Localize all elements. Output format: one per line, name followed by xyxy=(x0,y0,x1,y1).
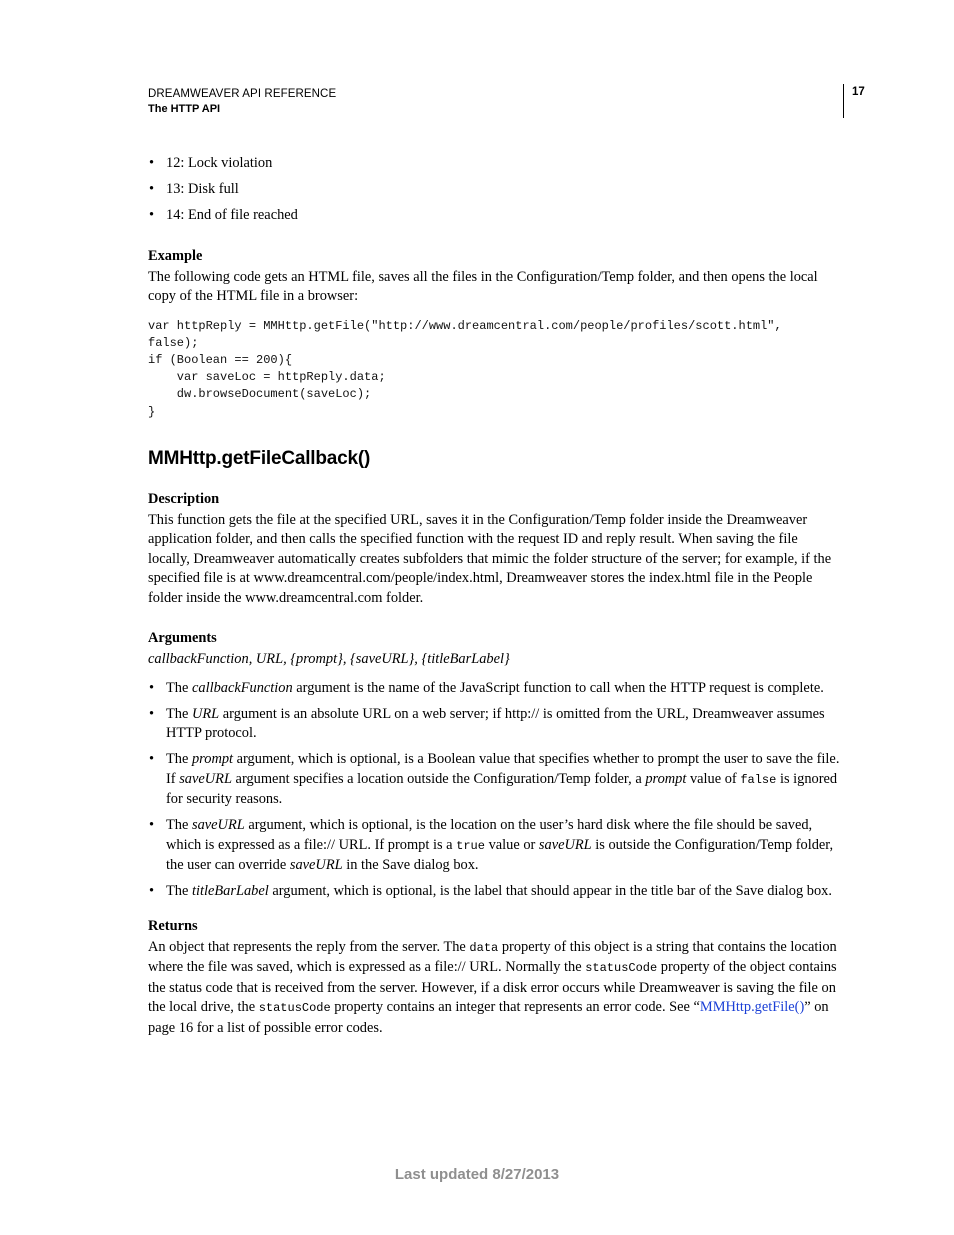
bullet-icon: • xyxy=(149,679,155,696)
document-title: DREAMWEAVER API REFERENCE xyxy=(148,88,337,100)
code-line: var saveLoc = httpReply.data; xyxy=(148,370,386,385)
page-number: 17 xyxy=(852,86,865,98)
code-line: var httpReply = MMHttp.getFile("http://www.dreamcentral.com/people/profiles/scott.html", xyxy=(148,318,782,333)
function-title: MMHttp.getFileCallback() xyxy=(148,447,371,469)
arguments-list xyxy=(148,679,843,902)
list-item: • 12: Lock violation xyxy=(148,154,843,174)
code-line: } xyxy=(148,404,156,419)
code-line: dw.browseDocument(saveLoc); xyxy=(148,387,372,402)
list-item: • The callbackFunction argument is the name of the JavaScript function to call when the HTTP request is complete. xyxy=(148,679,843,699)
code-block xyxy=(148,318,843,421)
bullet-icon: • xyxy=(149,817,155,834)
error-code-list xyxy=(148,154,843,226)
inline-code: statusCode xyxy=(585,961,658,976)
example-text: The following code gets an HTML file, saves all the files in the Configuration/Temp folder, and then opens the local copy of the HTML file in a browser: xyxy=(148,268,818,304)
bullet-icon: • xyxy=(149,883,155,900)
list-item: • The URL argument is an absolute URL on a web server; if http:// is omitted from the URL, Dreamweaver assumes HTTP protocol. xyxy=(149,705,825,742)
page-header xyxy=(148,87,336,116)
last-updated-footer: Last updated 8/27/2013 xyxy=(394,1166,560,1183)
inline-code: data xyxy=(469,940,499,955)
example-heading: Example xyxy=(148,247,203,264)
bullet-icon: • xyxy=(149,207,155,223)
getfile-link[interactable]: MMHttp.getFile() xyxy=(699,999,805,1016)
returns-text: An object that represents the reply from the server. The data property of this object is a string that contains the location where the file was saved, which is expressed as a file:// URL. Normally the statusCode property of the object contains the status code that is received from the server. However, if a disk error occurs while Dreamweaver is saving the file on the local drive, the statusCode property contains an integer that represents an error code. See “MMHttp.getFile()” on page 16 for a list of possible error codes. xyxy=(148,938,837,1036)
arguments-signature: callbackFunction, URL, {prompt}, {saveURL}, {titleBarLabel} xyxy=(148,651,510,668)
header-divider xyxy=(843,84,844,118)
arguments-heading: Arguments xyxy=(148,630,217,647)
bullet-icon: • xyxy=(149,751,155,768)
description-heading: Description xyxy=(148,490,220,507)
description-text: This function gets the file at the specified URL, saves it in the Configuration/Temp folder inside the Dreamweaver application folder, and then calls the specified function with the request ID and reply result. When saving the file locally, Dreamweaver automatically creates subfolders that mimic the folder structure of the server; for example, if the specified file is at www.dreamcentral.com/people/index.html, Dreamweaver stores the index.html file in the People folder inside the www.dreamcentral.com folder. xyxy=(148,511,832,606)
returns-heading: Returns xyxy=(148,917,198,934)
inline-code: true xyxy=(456,838,485,853)
inline-code: statusCode xyxy=(258,1001,331,1016)
bullet-icon: • xyxy=(149,705,155,722)
section-title: The HTTP API xyxy=(148,103,221,115)
code-line: false); xyxy=(148,335,199,350)
list-item: • The saveURL argument, which is optional, is the location on the user’s hard disk where the file should be saved, which is expressed as a file:// URL. If prompt is a true value or saveURL is outside the Configuration/Temp folder, the user can override saveURL in the Save dialog box. xyxy=(149,817,834,874)
inline-code: false xyxy=(740,772,777,787)
list-item: • The titleBarLabel argument, which is optional, is the label that should appear in the title bar of the Save dialog box. xyxy=(148,882,843,902)
bullet-icon: • xyxy=(149,155,155,171)
code-line: if (Boolean == 200){ xyxy=(148,352,293,367)
list-item: • The prompt argument, which is optional, is a Boolean value that specifies whether to prompt the user to save the file. If saveURL argument specifies a location outside the Configuration/Temp folder, a prompt value of false is ignored for security reasons. xyxy=(149,751,840,808)
list-item: • 14: End of file reached xyxy=(148,206,843,226)
bullet-icon: • xyxy=(149,181,155,197)
list-item: • 13: Disk full xyxy=(148,180,843,200)
page-content xyxy=(148,154,843,1038)
